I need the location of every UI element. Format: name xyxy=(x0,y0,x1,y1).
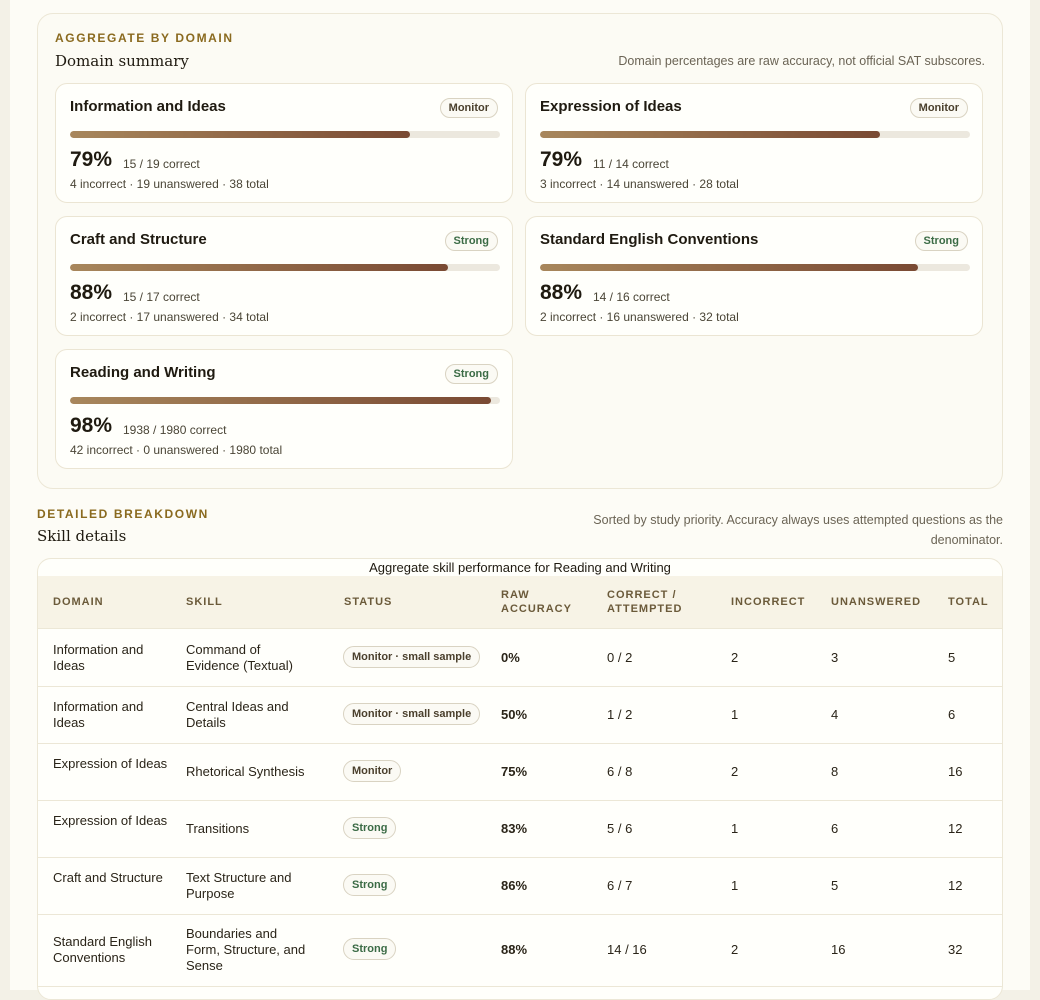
accuracy-bar xyxy=(540,131,970,138)
cell-incorrect: 1 xyxy=(731,706,739,722)
cell-total: 16 xyxy=(948,763,963,779)
cell-incorrect: 2 xyxy=(731,763,739,779)
accuracy-bar-fill xyxy=(540,131,880,138)
domain-accuracy: 98% xyxy=(70,414,113,437)
domain-correct-count: 15 / 19 correct xyxy=(123,157,200,171)
domain-summary-panel xyxy=(37,13,1003,489)
page xyxy=(10,0,1030,990)
domain-detail-counts: 2 incorrect · 16 unanswered · 32 total xyxy=(540,310,739,324)
header-total[interactable]: TOTAL xyxy=(948,596,989,608)
cell-raw-accuracy: 0% xyxy=(501,649,520,665)
cell-status-pill: Strong xyxy=(343,817,396,839)
cell-incorrect: 2 xyxy=(731,649,739,665)
header-skill[interactable]: SKILL xyxy=(186,596,223,608)
cell-status-pill: Strong xyxy=(343,938,396,960)
breakdown-eyebrow: DETAILED BREAKDOWN xyxy=(37,507,209,521)
domain-card-name: Expression of Ideas xyxy=(540,98,682,115)
cell-skill: Boundaries and Form, Structure, and Sense xyxy=(186,926,306,973)
domain-status-badge: Strong xyxy=(915,231,968,251)
accuracy-bar-fill xyxy=(70,264,448,271)
header-status[interactable]: STATUS xyxy=(344,596,393,608)
cell-raw-accuracy: 86% xyxy=(501,877,528,893)
cell-skill: Transitions xyxy=(186,820,250,836)
accuracy-bar-fill xyxy=(70,131,410,138)
domain-card xyxy=(525,83,983,203)
domain-accuracy: 79% xyxy=(70,148,113,171)
cell-skill: Command of Evidence (Textual) xyxy=(186,641,293,673)
header-incorrect[interactable]: INCORRECT xyxy=(731,596,806,608)
cell-raw-accuracy: 83% xyxy=(501,820,528,836)
accuracy-bar xyxy=(70,131,500,138)
cell-unanswered: 4 xyxy=(831,706,839,722)
domain-accuracy: 88% xyxy=(540,281,583,304)
table-caption: Aggregate skill performance for Reading and Writing xyxy=(369,560,671,575)
table-row[interactable] xyxy=(38,914,1002,987)
cell-domain: Expression of Ideas xyxy=(53,812,168,828)
accuracy-bar xyxy=(70,264,500,271)
domain-status-badge: Monitor xyxy=(440,98,498,118)
cell-status-pill: Strong xyxy=(343,874,396,896)
cell-skill: Central Ideas and Details xyxy=(186,698,289,730)
cell-total: 32 xyxy=(948,942,963,957)
accuracy-bar-fill xyxy=(540,264,918,271)
domain-accuracy: 79% xyxy=(540,148,583,171)
domain-card-name: Reading and Writing xyxy=(70,364,216,381)
cell-total: 5 xyxy=(948,649,956,665)
cell-raw-accuracy: 88% xyxy=(501,942,528,957)
cell-incorrect: 1 xyxy=(731,820,739,836)
domain-status-badge: Strong xyxy=(445,364,498,384)
cell-status-pill: Monitor xyxy=(343,760,401,782)
cell-domain: Information and Ideas xyxy=(53,641,144,673)
header-correct-attempted[interactable]: CORRECT / ATTEMPTED xyxy=(607,589,683,615)
domain-summary-note: Domain percentages are raw accuracy, not official SAT subscores. xyxy=(618,54,985,68)
domain-card-name: Standard English Conventions xyxy=(540,231,759,248)
domain-correct-count: 1938 / 1980 correct xyxy=(123,423,227,437)
header-unanswered[interactable]: UNANSWERED xyxy=(831,596,922,608)
table-row[interactable] xyxy=(38,629,1002,687)
domain-detail-counts: 2 incorrect · 17 unanswered · 34 total xyxy=(70,310,269,324)
cell-unanswered: 3 xyxy=(831,649,839,665)
cell-incorrect: 1 xyxy=(731,877,739,893)
domain-accuracy: 88% xyxy=(70,281,113,304)
cell-incorrect: 2 xyxy=(731,942,739,957)
cell-total: 12 xyxy=(948,877,963,893)
domain-correct-count: 15 / 17 correct xyxy=(123,290,200,304)
cell-domain: Information and Ideas xyxy=(53,698,144,730)
cell-domain: Expression of Ideas xyxy=(53,755,168,771)
cell-total: 12 xyxy=(948,820,963,836)
header-domain[interactable]: DOMAIN xyxy=(53,596,104,608)
table-row[interactable] xyxy=(38,686,1002,744)
domain-card-name: Craft and Structure xyxy=(70,231,207,248)
domain-summary-title: Domain summary xyxy=(55,52,189,70)
accuracy-bar-fill xyxy=(70,397,491,404)
table-row[interactable] xyxy=(38,857,1002,915)
cell-unanswered: 5 xyxy=(831,877,839,893)
cell-status-pill: Monitor · small sample xyxy=(343,703,480,725)
accuracy-bar xyxy=(70,397,500,404)
domain-card xyxy=(55,83,513,203)
table-header xyxy=(38,576,1002,629)
cell-unanswered: 6 xyxy=(831,820,839,836)
accuracy-bar xyxy=(540,264,970,271)
cell-correct-attempted: 1 / 2 xyxy=(607,706,633,722)
domain-detail-counts: 42 incorrect · 0 unanswered · 1980 total xyxy=(70,443,283,457)
table-row[interactable] xyxy=(38,800,1002,858)
skill-details-title: Skill details xyxy=(37,527,127,545)
cell-raw-accuracy: 75% xyxy=(501,763,528,779)
domain-detail-counts: 4 incorrect · 19 unanswered · 38 total xyxy=(70,177,269,191)
cell-domain: Standard English Conventions xyxy=(53,934,153,965)
cell-correct-attempted: 0 / 2 xyxy=(607,649,633,665)
skill-details-note: Sorted by study priority. Accuracy always uses attempted questions as the denominator. xyxy=(593,513,1003,547)
cell-correct-attempted: 6 / 8 xyxy=(607,763,633,779)
skill-table xyxy=(37,558,1003,1000)
cell-correct-attempted: 14 / 16 xyxy=(607,942,647,957)
domain-correct-count: 11 / 14 correct xyxy=(593,157,669,171)
aggregate-eyebrow: AGGREGATE BY DOMAIN xyxy=(55,31,234,45)
header-raw-accuracy[interactable]: RAW ACCURACY xyxy=(501,589,572,615)
domain-correct-count: 14 / 16 correct xyxy=(593,290,670,304)
domain-card xyxy=(525,216,983,336)
domain-detail-counts: 3 incorrect · 14 unanswered · 28 total xyxy=(540,177,739,191)
cell-correct-attempted: 6 / 7 xyxy=(607,877,633,893)
cell-skill: Rhetorical Synthesis xyxy=(186,763,305,779)
domain-status-badge: Strong xyxy=(445,231,498,251)
domain-card-name: Information and Ideas xyxy=(70,98,226,115)
table-row[interactable] xyxy=(38,743,1002,801)
cell-skill: Text Structure and Purpose xyxy=(186,869,292,901)
domain-card xyxy=(55,349,513,469)
cell-raw-accuracy: 50% xyxy=(501,706,528,722)
domain-status-badge: Monitor xyxy=(910,98,968,118)
cell-correct-attempted: 5 / 6 xyxy=(607,820,633,836)
cell-unanswered: 16 xyxy=(831,942,846,957)
domain-card xyxy=(55,216,513,336)
cell-total: 6 xyxy=(948,706,956,722)
cell-domain: Craft and Structure xyxy=(53,869,163,885)
cell-status-pill: Monitor · small sample xyxy=(343,646,480,668)
cell-unanswered: 8 xyxy=(831,763,839,779)
